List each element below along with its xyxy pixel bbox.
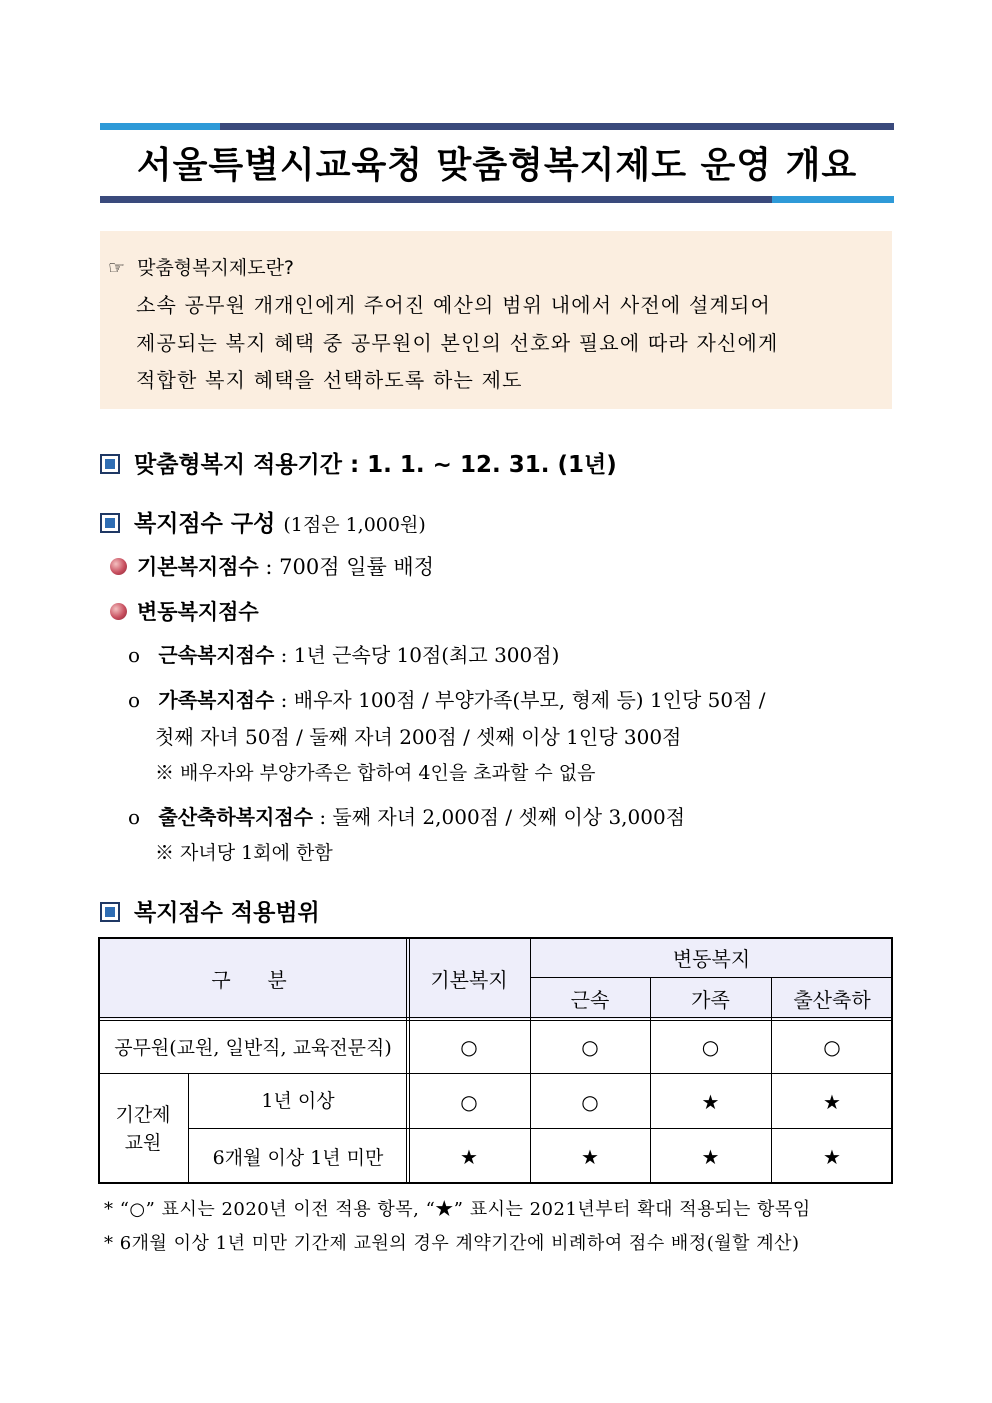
table-line <box>409 937 410 1184</box>
table-cell-mark: ○ <box>701 1034 720 1059</box>
table-line <box>188 1128 893 1129</box>
table-border <box>98 937 100 1184</box>
header-variable-text: 변동복지 <box>672 947 751 971</box>
header-family <box>650 978 771 1019</box>
family-points-note: ※ 배우자와 부양가족은 합하여 4인을 초과할 수 없음 <box>155 762 596 784</box>
title-bar-top-light <box>100 123 220 130</box>
title-bar-bottom-dark <box>100 196 772 203</box>
square-bullet-icon <box>100 902 120 922</box>
table-border <box>891 937 893 1184</box>
header-basic <box>408 937 530 1019</box>
table-line <box>98 1073 893 1074</box>
header-tenure-text: 근속 <box>570 988 610 1012</box>
table-row-civil-label: 공무원(교원, 일반직, 교육전문직) <box>114 1037 392 1059</box>
table-cell-mark: ★ <box>701 1144 720 1169</box>
definition-question-text: 맞춤형복지제도란? <box>137 257 295 279</box>
table-line <box>98 1020 893 1021</box>
family-points-cont: 첫째 자녀 50점 / 둘째 자녀 200점 / 셋째 이상 1인당 300점 <box>155 725 682 749</box>
square-bullet-icon <box>100 454 120 474</box>
family-points <box>128 684 766 713</box>
birth-points-label: 출산축하복지점수 <box>158 805 313 829</box>
footnote-1: * “○” 표시는 2020년 이전 적용 항목, “★” 표시는 2021년부터 확대 적용되는 항목임 <box>104 1199 811 1220</box>
round-bullet-icon <box>110 603 127 620</box>
header-birth-text: 출산축하 <box>793 988 871 1012</box>
definition-line-2: 제공되는 복지 혜택 중 공무원이 본인의 선호와 필요에 따라 자신에게 <box>136 331 779 355</box>
birth-points-text: : 둘째 자녀 2,000점 / 셋째 이상 3,000점 <box>312 805 686 829</box>
table-line <box>650 978 651 1184</box>
table-cell-mark: ★ <box>581 1144 599 1169</box>
family-points-text: : 배우자 100점 / 부양가족(부모, 형제 등) 1인당 50점 / <box>274 688 766 712</box>
table-line <box>406 937 407 1184</box>
definition-question <box>108 253 294 280</box>
birth-points-note: ※ 자녀당 1회에 한함 <box>155 842 333 864</box>
table-border <box>98 937 893 939</box>
table-cell-mark: ○ <box>460 1034 478 1059</box>
table-border <box>98 1182 893 1184</box>
basic-points <box>110 551 434 581</box>
table-row-temp2-label: 6개월 이상 1년 미만 <box>212 1147 384 1169</box>
section-scope-heading: 복지점수 적용범위 <box>134 900 320 926</box>
section-points-note: (1점은 1,000원) <box>283 514 426 536</box>
header-birth <box>771 978 893 1019</box>
table-line <box>98 1017 893 1018</box>
table-line <box>771 978 772 1184</box>
header-category <box>98 937 408 1019</box>
table-cell-mark: ○ <box>823 1034 841 1059</box>
list-marker: o <box>128 643 141 667</box>
table-cell-mark: ★ <box>460 1144 478 1169</box>
table-cell-mark: ★ <box>823 1144 841 1169</box>
tenure-points-label: 근속복지점수 <box>158 643 275 667</box>
definition-box <box>100 231 892 409</box>
table-cell-mark: ○ <box>581 1089 599 1114</box>
header-variable <box>530 937 893 978</box>
header-family-text: 가족 <box>691 988 730 1012</box>
list-marker: o <box>128 805 141 829</box>
square-bullet-icon <box>100 513 120 533</box>
variable-points-label: 변동복지점수 <box>137 600 259 624</box>
table-line <box>530 937 531 1184</box>
variable-points <box>110 596 259 626</box>
family-points-label: 가족복지점수 <box>158 688 275 712</box>
section-points-heading: 복지점수 구성 <box>134 511 276 537</box>
table-cell-mark: ○ <box>460 1089 478 1114</box>
header-category-text: 구 분 <box>211 967 295 992</box>
title-bar-top-dark <box>220 123 894 130</box>
page-title: 서울특별시교육청 맞춤형복지제도 운영 개요 <box>136 145 858 186</box>
table-line <box>188 1074 189 1184</box>
section-period <box>100 446 617 479</box>
table-cell-mark: ○ <box>581 1034 599 1059</box>
basic-points-text: : 700점 일률 배정 <box>258 555 435 579</box>
table-line <box>530 977 893 978</box>
definition-line-3: 적합한 복지 혜택을 선택하도록 하는 제도 <box>136 368 523 392</box>
title-bar-bottom-light <box>772 196 894 203</box>
scope-table <box>98 937 893 1184</box>
section-period-heading: 맞춤형복지 적용기간 : 1. 1. ~ 12. 31. (1년) <box>134 452 617 478</box>
basic-points-label: 기본복지점수 <box>137 555 259 579</box>
tenure-points-text: : 1년 근속당 10점(최고 300점) <box>274 643 560 667</box>
header-tenure <box>530 978 650 1019</box>
table-row-temp1-label: 1년 이상 <box>261 1090 335 1112</box>
table-row-temp-group: 기간제 교원 <box>115 1104 171 1154</box>
table-cell-mark: ★ <box>701 1089 720 1114</box>
section-points <box>100 505 426 538</box>
birth-points <box>128 801 685 830</box>
tenure-points <box>128 639 559 668</box>
list-marker: o <box>128 688 141 712</box>
footnote-2: * 6개월 이상 1년 미만 기간제 교원의 경우 계약기간에 비례하여 점수 배정(월할 계산) <box>104 1233 800 1254</box>
pointing-hand-icon: ☞ <box>108 257 126 279</box>
header-basic-text: 기본복지 <box>430 967 508 992</box>
table-cell-mark: ★ <box>823 1089 841 1114</box>
round-bullet-icon <box>110 558 127 575</box>
section-scope <box>100 894 320 927</box>
definition-line-1: 소속 공무원 개개인에게 주어진 예산의 범위 내에서 사전에 설계되어 <box>136 293 772 317</box>
